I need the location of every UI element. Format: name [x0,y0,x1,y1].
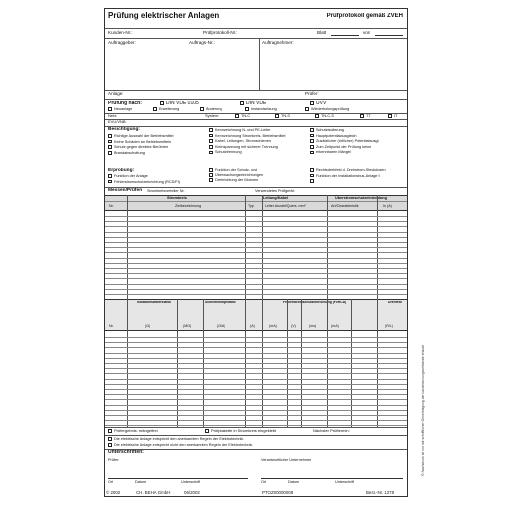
checklist-item[interactable] [209,150,242,154]
header-rule [105,201,407,202]
network-label: Netz: [108,114,118,118]
checklist-label: Schutzisolierung [316,128,344,132]
checklist-item[interactable] [209,139,271,143]
footer-date: 06/2002 [184,490,200,495]
checklist-item[interactable] [209,173,263,177]
table-row[interactable] [105,289,407,290]
checkbox-icon [108,134,112,138]
client-field[interactable]: Auftraggeber: [108,40,136,45]
checklist-label: Funktion der Schutz- und [215,168,258,172]
overcurrent-header: Überstromschutzeinrichtung [335,196,387,200]
table-row[interactable] [105,420,407,421]
footer-copyright: © 2002 [106,490,121,495]
checklist-label: Kennzeichnung Stromkreis, Betriebsmittel [215,133,286,138]
test-according-label: Prüfung nach: [108,101,142,106]
type-extension[interactable] [153,107,179,111]
checkbox-icon [315,114,319,118]
table-row[interactable] [105,384,407,385]
circuit-header: Stromkreis [167,196,187,200]
checkbox-icon [209,139,213,143]
type-label: Erweiterung [159,107,180,111]
table-row[interactable] [105,284,407,285]
checklist-item[interactable] [310,168,386,172]
table-row[interactable] [105,232,407,233]
unit-header: (Ω/A) [217,324,226,328]
distributor-field[interactable]: Stromkreisverteiler Nr. [147,188,185,193]
sheet-line [331,35,359,36]
table-row[interactable] [105,394,407,395]
checklist-item[interactable] [108,134,174,138]
divider [105,126,407,127]
unit-header: (V) [291,324,296,328]
checklist-label: Schutz gegen direktes Berühren [114,145,169,150]
place-label-left: Ort [108,480,114,484]
checklist-item[interactable] [209,168,257,172]
unit-header: (ms) [309,324,317,328]
checkbox-icon [310,168,314,172]
signature-line-right [261,478,403,479]
table-row[interactable] [105,216,407,217]
checkbox-icon [310,128,314,132]
checkbox-icon [310,145,314,149]
customer-number-field[interactable]: Kunden-Nr.: [108,30,133,35]
table-row[interactable] [105,337,407,338]
table-row[interactable] [105,415,407,416]
checkbox-icon [108,174,112,178]
non-compliant-label: Die elektrische Anlage entspricht nicht den anerkannten Regeln der Elektrotechnik. [114,443,254,447]
form-title: Prüfung elektrischer Anlagen [108,11,220,20]
checklist-label: Überwachungseinrichtungen [215,173,264,177]
characteristic-header: Art/Charakteristik [331,204,359,208]
checkbox-icon [310,134,314,138]
system-tn-c[interactable] [235,114,250,118]
test-protocol-form [104,8,408,497]
non-compliant-check[interactable] [108,443,253,447]
testing-label: Erprobung: [108,168,135,173]
table-row[interactable] [105,273,407,274]
checkbox-icon [310,139,314,143]
table-row[interactable] [105,410,407,411]
divider [105,90,407,91]
table-row[interactable] [105,405,407,406]
checklist-item[interactable] [310,139,380,143]
checkbox-icon [209,178,213,182]
system-option-label: IT [394,114,398,118]
table-row[interactable] [105,242,407,243]
form-subtitle: Prüfprotokoll gemäß ZVEH [326,13,403,19]
type-label: Änderung [206,107,223,111]
checkbox-icon [245,107,249,111]
unit-header: (A) [250,324,255,328]
table-row[interactable] [105,353,407,354]
system-option-label: TT [366,114,371,118]
inspector-field[interactable]: Prüfer: [305,91,319,96]
unit-header: (mA) [269,324,277,328]
unit-header: (R/L) [385,324,393,328]
option-din-vde-0105[interactable] [160,101,199,107]
checkbox-icon [200,107,204,111]
checkbox-icon [108,443,112,447]
test-sticker-check[interactable] [205,429,276,434]
type-label: Wiederholungsprüfung [311,107,350,111]
conductor-header: Leiter Anzahl/Quers. mm² [265,204,306,208]
checklist-label: Hauptpotentialausgleich [316,133,357,138]
checkbox-icon [209,134,213,138]
table-row[interactable] [105,379,407,380]
checkbox-icon [275,114,279,118]
checkbox-icon [108,437,112,441]
result-label: Prüfergebnis: mängelfrei [114,429,158,433]
cable-header: Leitung/Kabel [263,196,289,200]
system-option-label: TN-C [241,114,251,118]
table-row[interactable] [105,263,407,264]
divider [259,38,260,90]
checkbox-icon [235,114,239,118]
checklist-item[interactable] [108,180,180,184]
checklist-item[interactable] [209,128,271,132]
table-row[interactable] [105,226,407,227]
option-label: DIN VDE [246,101,267,107]
type-repair[interactable] [245,107,277,111]
table-row[interactable] [105,373,407,374]
checklist-item[interactable] [310,145,371,149]
result-fault-free[interactable] [108,429,158,434]
rotation-header: Drehfeld [388,301,402,304]
measure-label: Messen/Prüfen [108,188,143,193]
checklist-item[interactable] [108,174,148,178]
checklist-label: Drehrichtung der Motoren [215,178,259,182]
checkbox-icon [160,101,164,105]
footer-publisher: CH. BEHA GmbH [136,490,171,495]
type-label: Neuanlage [114,107,133,111]
checklist-item[interactable] [310,179,316,183]
next-test-date-field[interactable]: Nächster Prüftermin: [313,429,350,433]
system-label: System: [205,114,220,118]
checklist-item[interactable] [310,150,351,154]
table-row[interactable] [105,358,407,359]
checkbox-icon [305,107,309,111]
unit-header: (Ω) [145,324,151,328]
signature-contractor-label: Verantwortlicher Unternehmer [261,458,312,462]
system-tt[interactable] [360,114,371,118]
checklist-label: Kennzeichnung N- und PE-Leiter [215,128,271,132]
checklist-item[interactable] [310,174,381,178]
place-label-right: Ort [261,480,267,484]
date-label-right: Datum [288,480,300,484]
checkbox-icon [310,101,314,105]
sheet-field[interactable]: Blatt [317,30,327,35]
checklist-label: Funktion der Installationsbus-Anlage f. [316,173,381,178]
divider [105,449,407,450]
checklist-item[interactable] [108,140,171,144]
rcd-header: Fehlerstromschutzeinrichtung (FI/RCD) [283,301,347,304]
checkbox-icon [209,173,213,177]
checkbox-icon [388,114,392,118]
checkbox-icon [209,128,213,132]
checklist-item[interactable] [108,145,168,149]
signature-inspector-label: Prüfer: [108,458,120,462]
checklist-label: Zum Zeitpunkt der Prüfung keine [316,144,372,149]
checkbox-icon [310,151,314,155]
signature-label-left: Unterschrift [181,480,201,484]
footer-code: PTOZ00000008 [262,490,294,495]
system-it[interactable] [388,114,397,118]
loop-impedance-header: Schleifenimpedanz [205,301,236,304]
utility-field[interactable]: EVU/VNB: [108,120,127,124]
divider [105,28,407,29]
checkbox-icon [209,151,213,155]
type-header: Typ [248,204,254,208]
in-header: In (A) [383,204,392,208]
checkbox-icon [153,107,157,111]
test-device-field[interactable]: Verwendetes Prüfgerät: [255,188,295,193]
checklist-label: Fehlerstromschutzeinrichtung (RCD/FI) [114,179,181,184]
insulation-header: Isolationswiderstand [137,301,171,304]
inspection-label: Besichtigung: [108,127,140,132]
system-tn-c-s[interactable] [315,114,334,118]
system-option-label: TN-C-S [321,114,334,118]
order-number-field[interactable]: Auftrags-Nr.: [189,40,215,45]
checklist-label: Brandabschottung [114,150,145,155]
checkbox-icon [310,174,314,178]
system-option-label: TN-S [281,114,290,118]
checkbox-icon [108,140,112,144]
checkbox-icon [240,101,244,105]
type-new-installation[interactable] [108,107,132,111]
checklist-label: Richtige Auswahl der Betriebsmittel [114,134,174,138]
nr-header: Nr. [109,204,114,208]
nr-header: Nr. [109,324,114,328]
checkbox-icon [108,180,112,184]
sheet-of-field[interactable]: von [363,30,371,35]
installation-field[interactable]: Anlage: [108,91,124,96]
checkbox-icon [310,179,314,183]
checklist-item[interactable] [209,145,278,149]
compliant-check[interactable] [108,437,244,441]
table-row[interactable] [105,221,407,222]
checklist-label: erkennbaren Mängel [316,150,351,155]
unit-header: (mA) [331,324,339,328]
checkbox-icon [108,429,112,433]
divider [105,427,407,428]
divider [105,38,407,39]
contractor-field[interactable]: Auftragnehmer: [262,40,294,45]
checklist-label: Kleinspannung mit sicherer Trennung [215,144,278,149]
table-row[interactable] [105,347,407,348]
checkbox-icon [360,114,364,118]
checklist-item[interactable] [209,178,258,182]
signature-label-right: Unterschrift [335,480,355,484]
table-row[interactable] [105,278,407,279]
table-row[interactable] [105,247,407,248]
checkbox-icon [209,145,213,149]
checklist-label: Rechtsdrehfeld d. Drehstrom-Steckdosen [316,168,386,172]
sheet-of-line [375,35,403,36]
option-label: UVV [316,101,327,107]
checklist-item[interactable] [108,151,145,155]
table-row[interactable] [105,342,407,343]
divider [105,435,407,436]
divider [105,99,407,100]
protocol-number-field[interactable]: Prüfprotokoll-Nr.: [203,30,238,35]
checkbox-icon [108,107,112,111]
table-row[interactable] [105,237,407,238]
table-row[interactable] [105,363,407,364]
table-row[interactable] [105,399,407,400]
sticker-label: Prüfplakette in Stromkreis eingeklebt [211,429,277,433]
reprint-notice: © Nachdruck ist nur mit schriftlicher Genehmigung der Landesinnungsverbände erlaubt [421,345,425,476]
checkbox-icon [205,429,209,433]
type-label: Instandsetzung [251,107,277,111]
checkbox-icon [108,151,112,155]
checklist-item[interactable] [310,134,357,138]
signature-line-left [108,478,248,479]
type-modification[interactable] [200,107,222,111]
signatures-label: Unterschriften: [108,450,144,455]
date-label-left: Datum [135,480,147,484]
checklist-label: Keine Schäden an Betriebsmitteln [114,139,172,144]
system-tn-s[interactable] [275,114,290,118]
table-row[interactable] [105,294,407,295]
option-uvv[interactable] [310,101,326,107]
footer-order-number: Best.-Nr. 1278 [366,490,395,495]
type-periodic-test[interactable] [305,107,349,111]
table-row[interactable] [105,368,407,369]
option-label: DIN VDE 0105 [166,101,199,107]
table-row[interactable] [105,258,407,259]
checklist-label: Kabel, Leitungen, Stromschienen [215,139,271,144]
checklist-item[interactable] [209,134,286,138]
divider [105,119,407,120]
checklist-label: Funktion der Anlage [114,174,148,178]
checkbox-icon [108,145,112,149]
unit-header: (MΩ) [183,324,192,328]
checklist-label: Schutztrennung [215,150,242,155]
compliant-label: Die elektrische Anlage entspricht den anerkannten Regeln der Elektrotechnik. [114,437,245,441]
table-row[interactable] [105,389,407,390]
target-header: Zielbezeichnung [175,204,202,208]
checklist-item[interactable] [310,128,344,132]
table-row[interactable] [105,252,407,253]
checkbox-icon [209,168,213,172]
option-din-vde[interactable] [240,101,266,107]
checklist-label: Zusätzlicher (örtlicher) Potentialausgl. [316,139,380,144]
table-row[interactable] [105,268,407,269]
